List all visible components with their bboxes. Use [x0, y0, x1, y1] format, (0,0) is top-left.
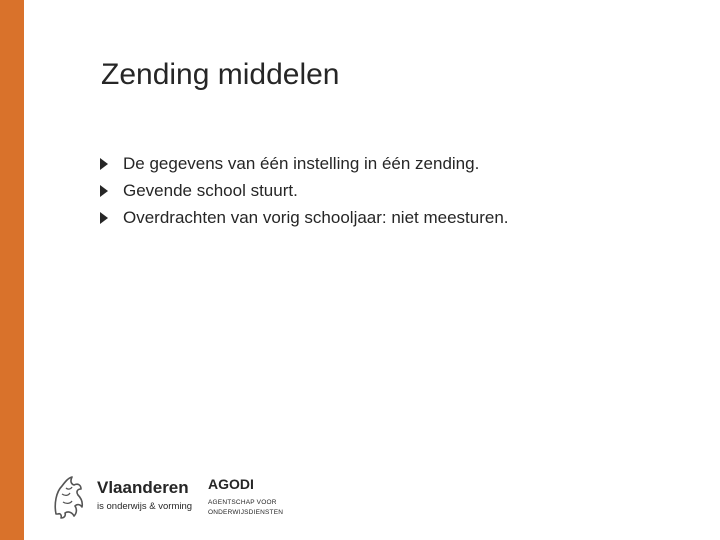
bullet-text: Gevende school stuurt.	[123, 180, 298, 200]
agodi-logo-line2: ONDERWIJSDIENSTEN	[208, 509, 284, 516]
vlaanderen-logo-name: Vlaanderen	[97, 478, 189, 497]
slide-title: Zending middelen	[101, 58, 340, 91]
agodi-logo-line1: AGENTSCHAP VOOR	[208, 499, 277, 506]
bullet-item	[100, 177, 509, 204]
bullet-item	[100, 150, 509, 177]
flemish-lion-icon	[50, 474, 88, 520]
triangle-right-icon	[100, 158, 110, 170]
bullet-list	[100, 150, 509, 231]
triangle-right-icon	[100, 185, 110, 197]
accent-side-bar	[0, 0, 24, 540]
footer-logos	[50, 468, 290, 524]
bullet-item	[100, 204, 509, 231]
bullet-text: De gegevens van één instelling in één zending.	[123, 153, 480, 173]
triangle-right-icon	[100, 212, 110, 224]
agodi-logo-name: AGODI	[208, 476, 254, 492]
vlaanderen-logo-tagline: is onderwijs & vorming	[97, 501, 193, 512]
bullet-text: Overdrachten van vorig schooljaar: niet meesturen.	[123, 207, 509, 227]
